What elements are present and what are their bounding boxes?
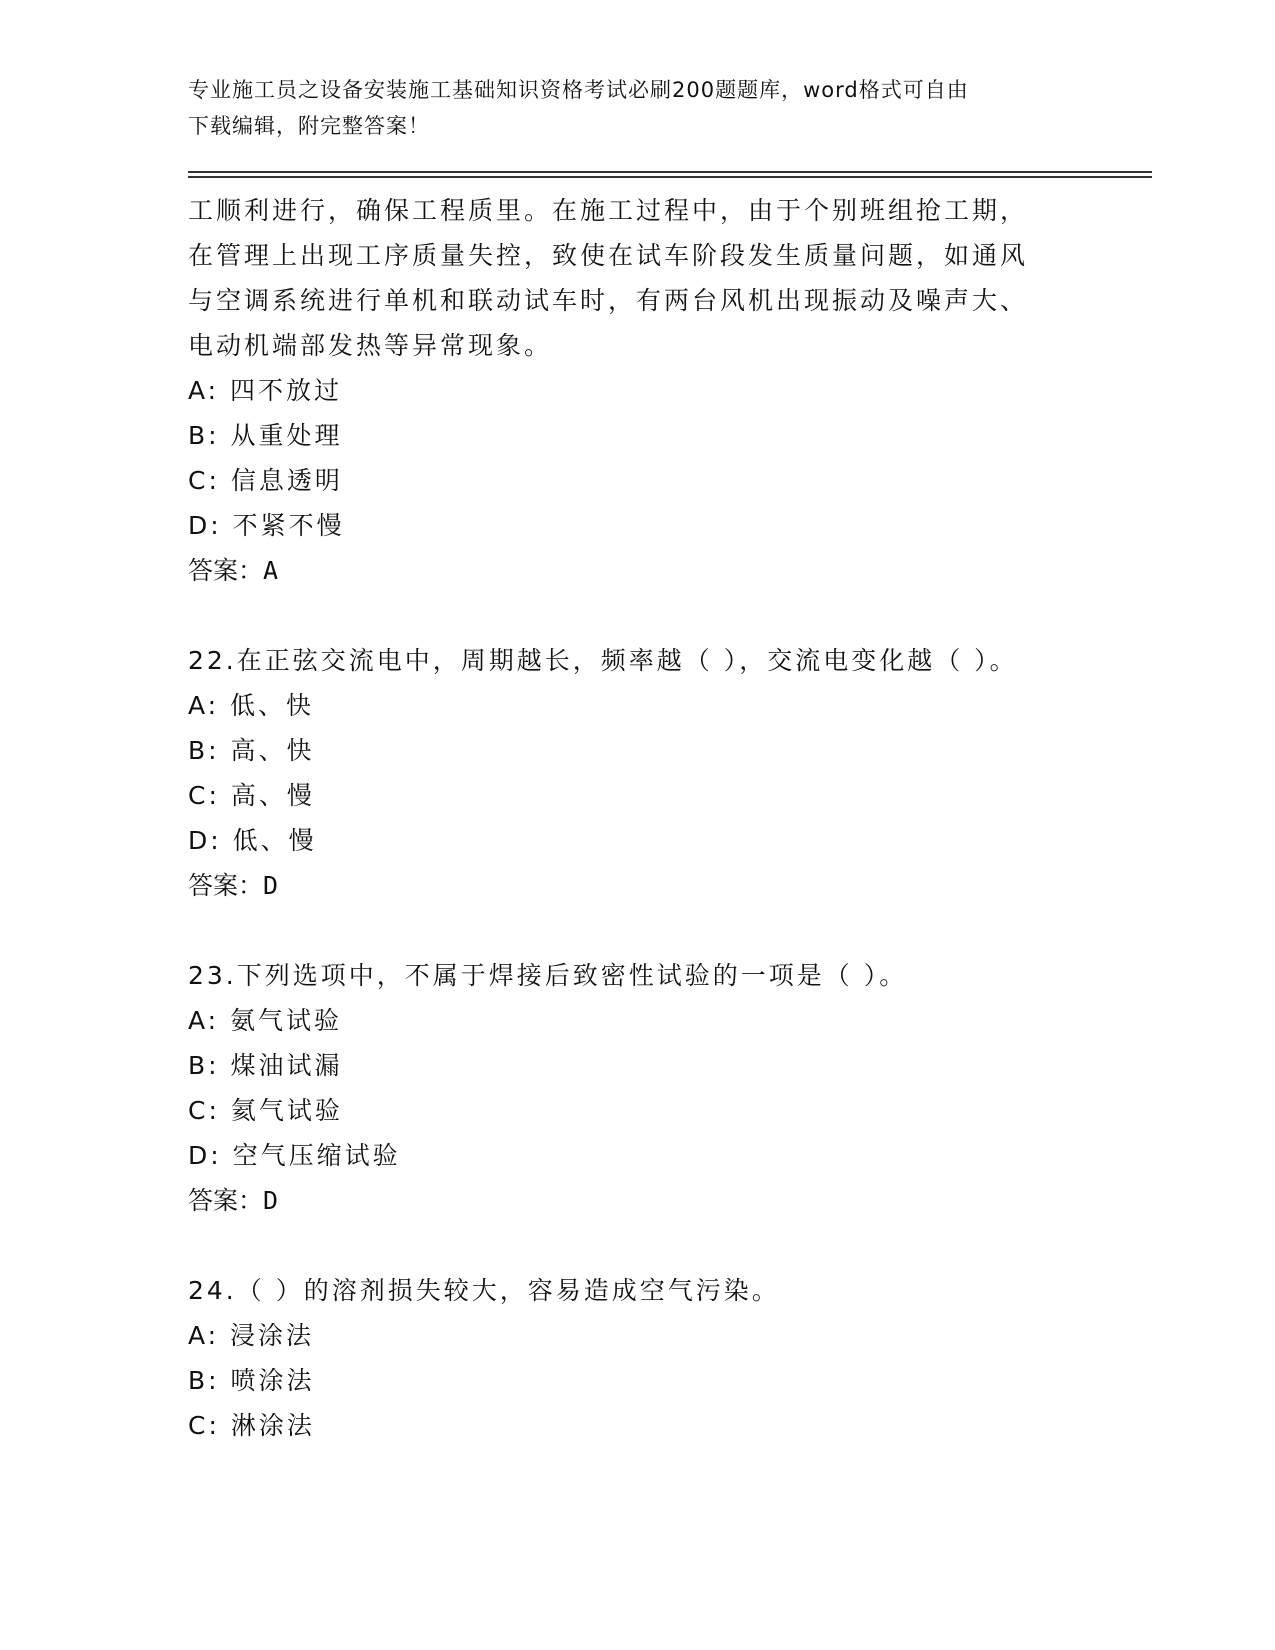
question-21-continuation bbox=[188, 188, 1128, 1448]
option-d: D: 空气压缩试验 bbox=[188, 1141, 401, 1170]
question-22-text: 22.在正弦交流电中，周期越长，频率越（ ），交流电变化越（ ）。 bbox=[188, 646, 1018, 675]
header-rule-bottom bbox=[188, 176, 1152, 178]
question-text-line: 工顺利进行，确保工程质里。在施工过程中，由于个别班组抢工期， bbox=[188, 196, 1029, 225]
question-text-line: 电动机端部发热等异常现象。 bbox=[188, 331, 553, 360]
option-a: A: 氨气试验 bbox=[188, 1006, 343, 1035]
header-rule-top bbox=[188, 171, 1152, 173]
document-header bbox=[188, 72, 1068, 144]
answer-label: 答案： bbox=[188, 1186, 264, 1215]
option-a: A: 低、快 bbox=[188, 691, 315, 720]
option-c: C: 信息透明 bbox=[188, 466, 343, 495]
option-a: A: 浸涂法 bbox=[188, 1321, 315, 1350]
option-c: C: 高、慢 bbox=[188, 781, 315, 810]
option-b: B: 从重处理 bbox=[188, 421, 343, 450]
answer-value: D bbox=[263, 1186, 279, 1215]
answer-line bbox=[188, 1178, 1128, 1223]
question-text-line: 在管理上出现工序质量失控，致使在试车阶段发生质量问题，如通风 bbox=[188, 241, 1029, 270]
option-b: B: 喷涂法 bbox=[188, 1366, 315, 1395]
header-line-1: 专业施工员之设备安装施工基础知识资格考试必刷200题题库，word格式可自由 bbox=[188, 78, 969, 102]
question-24-text: 24.（ ）的溶剂损失较大，容易造成空气污染。 bbox=[188, 1276, 780, 1305]
option-c: C: 淋涂法 bbox=[188, 1411, 315, 1440]
answer-line bbox=[188, 548, 1128, 593]
answer-value: A bbox=[263, 556, 279, 585]
option-a: A: 四不放过 bbox=[188, 376, 343, 405]
answer-label: 答案： bbox=[188, 556, 264, 585]
answer-label: 答案： bbox=[188, 871, 264, 900]
option-c: C: 氦气试验 bbox=[188, 1096, 343, 1125]
answer-value: D bbox=[263, 871, 279, 900]
option-d: D: 不紧不慢 bbox=[188, 511, 345, 540]
header-line-2: 下载编辑，附完整答案！ bbox=[188, 114, 430, 138]
question-23-text: 23.下列选项中，不属于焊接后致密性试验的一项是（ ）。 bbox=[188, 961, 908, 990]
answer-line bbox=[188, 863, 1128, 908]
option-b: B: 高、快 bbox=[188, 736, 315, 765]
option-b: B: 煤油试漏 bbox=[188, 1051, 343, 1080]
option-d: D: 低、慢 bbox=[188, 826, 317, 855]
question-text-line: 与空调系统进行单机和联动试车时，有两台风机出现振动及噪声大、 bbox=[188, 286, 1029, 315]
